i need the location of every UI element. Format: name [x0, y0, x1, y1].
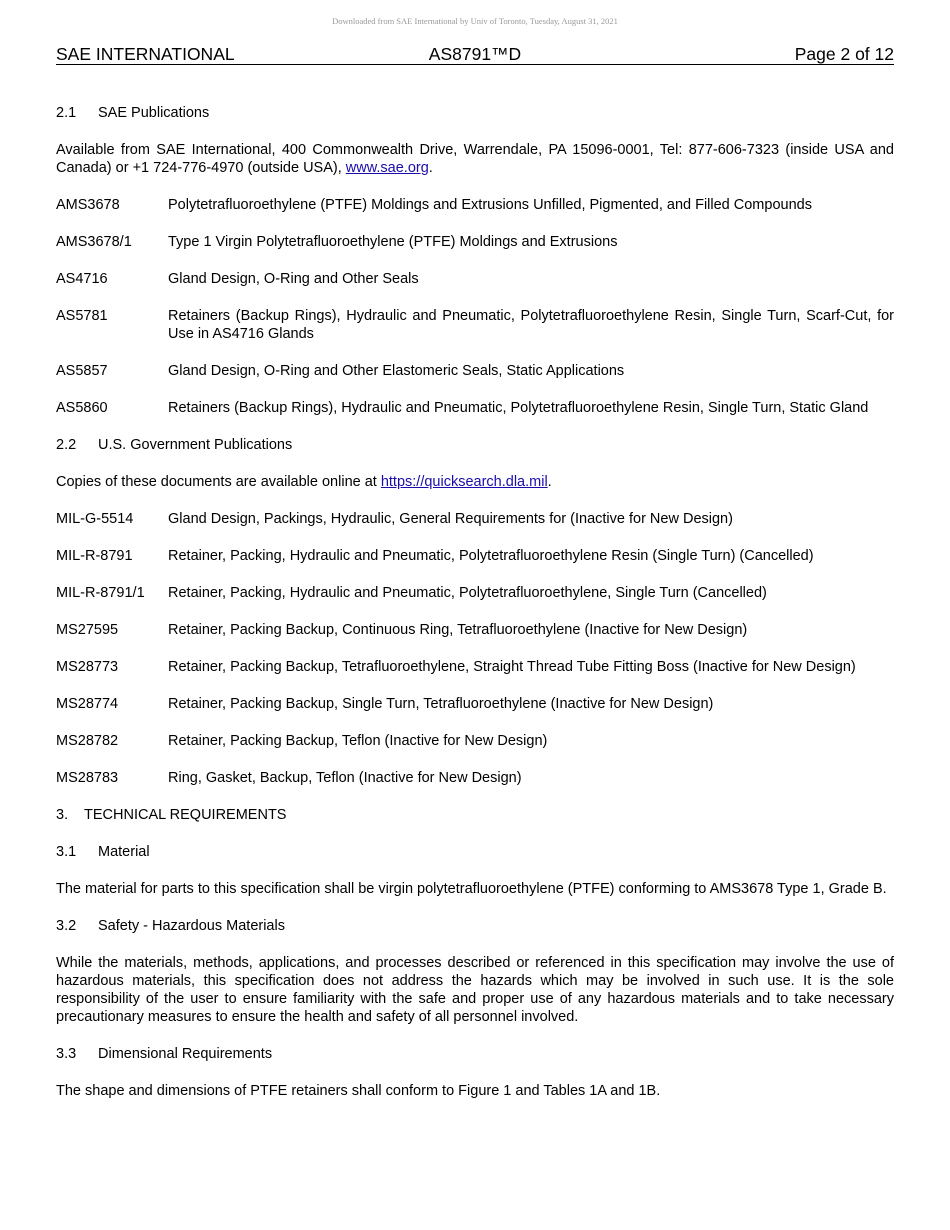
paragraph-text: Available from SAE International, 400 Commonwealth Drive, Warrendale, PA 15096-0001, Tel: 877-606-7323 (inside USA and Canada) or +1 724-776-4970 (outside USA), — [56, 142, 894, 176]
sae-availability-paragraph — [56, 141, 894, 177]
paragraph-end: . — [428, 160, 433, 176]
reference-code: AMS3678/1 — [56, 234, 132, 250]
reference-item — [56, 695, 894, 713]
reference-item — [56, 233, 894, 251]
reference-title: Gland Design, O-Ring and Other Seals — [168, 271, 419, 287]
section-heading-3-1 — [56, 843, 894, 861]
paragraph-text: Copies of these documents are available online at — [56, 474, 381, 490]
reference-title: Gland Design, Packings, Hydraulic, General Requirements for (Inactive for New Design) — [168, 511, 733, 527]
reference-code: AS4716 — [56, 271, 108, 287]
reference-item — [56, 510, 894, 528]
reference-title: Retainer, Packing Backup, Single Turn, Tetrafluoroethylene (Inactive for New Design) — [168, 696, 714, 712]
header-page-number: Page 2 of 12 — [794, 44, 894, 64]
download-watermark: Downloaded from SAE International by Univ of Toronto, Tuesday, August 31, 2021 — [332, 16, 618, 26]
section-title: Safety - Hazardous Materials — [98, 918, 285, 934]
reference-title: Ring, Gasket, Backup, Teflon (Inactive for New Design) — [168, 770, 522, 786]
header-doc-number: AS8791™D — [428, 44, 522, 64]
reference-code: AMS3678 — [56, 197, 120, 213]
section-heading-3 — [56, 806, 894, 824]
reference-title: Retainer, Packing Backup, Tetrafluoroethylene, Straight Thread Tube Fitting Boss (Inactive for New Design) — [168, 659, 856, 675]
reference-code: AS5860 — [56, 400, 108, 416]
material-paragraph: The material for parts to this specification shall be virgin polytetrafluoroethylene (PTFE) conforming to AMS3678 Type 1, Grade B. — [56, 881, 887, 897]
reference-item — [56, 732, 894, 750]
reference-title: Type 1 Virgin Polytetrafluoroethylene (PTFE) Moldings and Extrusions — [168, 234, 618, 250]
gov-availability-paragraph — [56, 473, 894, 491]
reference-item — [56, 658, 894, 676]
section-number: 3.3 — [56, 1046, 77, 1062]
section-number: 3.1 — [56, 844, 77, 860]
reference-code: MS28773 — [56, 659, 119, 675]
hazardous-materials-paragraph: While the materials, methods, applications, and processes described or referenced in this specification may involve the use of hazardous materials, this specification does not address the hazards which may be involved in such use. It is the sole responsibility of the user to ensure familiarity with the safe and proper use of any hazardous materials and to take necessary precautionary measures to ensure the health and safety of all personnel involved. — [56, 955, 894, 1025]
section-number: 3.2 — [56, 918, 77, 934]
paragraph-end: . — [547, 474, 552, 490]
reference-item — [56, 362, 894, 380]
reference-code: MIL-R-8791 — [56, 548, 133, 564]
section-title: Material — [98, 844, 150, 860]
quicksearch-link[interactable]: https://quicksearch.dla.mil — [380, 474, 548, 490]
page-header — [56, 44, 894, 65]
reference-item — [56, 547, 894, 565]
section-heading-3-3 — [56, 1045, 894, 1063]
section-number: 3. — [56, 807, 69, 823]
reference-title: Retainer, Packing Backup, Continuous Ring, Tetrafluoroethylene (Inactive for New Design) — [168, 622, 748, 638]
section-title: TECHNICAL REQUIREMENTS — [84, 807, 287, 823]
dimensional-requirements-paragraph: The shape and dimensions of PTFE retainers shall conform to Figure 1 and Tables 1A and 1B. — [56, 1083, 661, 1099]
section-title: U.S. Government Publications — [98, 437, 293, 453]
section-title: SAE Publications — [98, 105, 210, 121]
reference-item — [56, 196, 894, 214]
sae-website-link[interactable]: www.sae.org — [345, 160, 429, 176]
reference-item — [56, 621, 894, 639]
reference-code: AS5857 — [56, 363, 108, 379]
reference-title: Retainers (Backup Rings), Hydraulic and Pneumatic, Polytetrafluoroethylene Resin, Single Turn, Static Gland — [168, 400, 869, 416]
reference-code: MS27595 — [56, 622, 119, 638]
section-number: 2.2 — [56, 437, 77, 453]
section-heading-2-2 — [56, 436, 894, 454]
reference-title: Retainers (Backup Rings), Hydraulic and Pneumatic, Polytetrafluoroethylene Resin, Single Turn, Scarf-Cut, for Use in AS4716 Glands — [168, 308, 894, 342]
reference-title: Polytetrafluoroethylene (PTFE) Moldings and Extrusions Unfilled, Pigmented, and Filled Compounds — [168, 197, 812, 213]
reference-item — [56, 769, 894, 787]
section-heading-2-1 — [56, 104, 894, 122]
reference-code: MS28774 — [56, 696, 119, 712]
reference-item — [56, 270, 894, 288]
section-number: 2.1 — [56, 105, 77, 121]
reference-title: Gland Design, O-Ring and Other Elastomeric Seals, Static Applications — [168, 363, 625, 379]
section-heading-3-2 — [56, 917, 894, 935]
reference-code: MS28783 — [56, 770, 119, 786]
reference-item — [56, 307, 894, 343]
section-title: Dimensional Requirements — [98, 1046, 273, 1062]
reference-title: Retainer, Packing, Hydraulic and Pneumatic, Polytetrafluoroethylene Resin (Single Turn) (Cancelled) — [168, 548, 814, 564]
reference-item — [56, 399, 894, 417]
reference-code: MS28782 — [56, 733, 119, 749]
reference-code: MIL-G-5514 — [56, 511, 134, 527]
document-body — [56, 104, 894, 1119]
header-org: SAE INTERNATIONAL — [56, 44, 235, 64]
reference-code: MIL-R-8791/1 — [56, 585, 145, 601]
reference-title: Retainer, Packing, Hydraulic and Pneumatic, Polytetrafluoroethylene, Single Turn (Cancelled) — [168, 585, 767, 601]
reference-title: Retainer, Packing Backup, Teflon (Inactive for New Design) — [168, 733, 548, 749]
reference-item — [56, 584, 894, 602]
reference-code: AS5781 — [56, 308, 108, 324]
